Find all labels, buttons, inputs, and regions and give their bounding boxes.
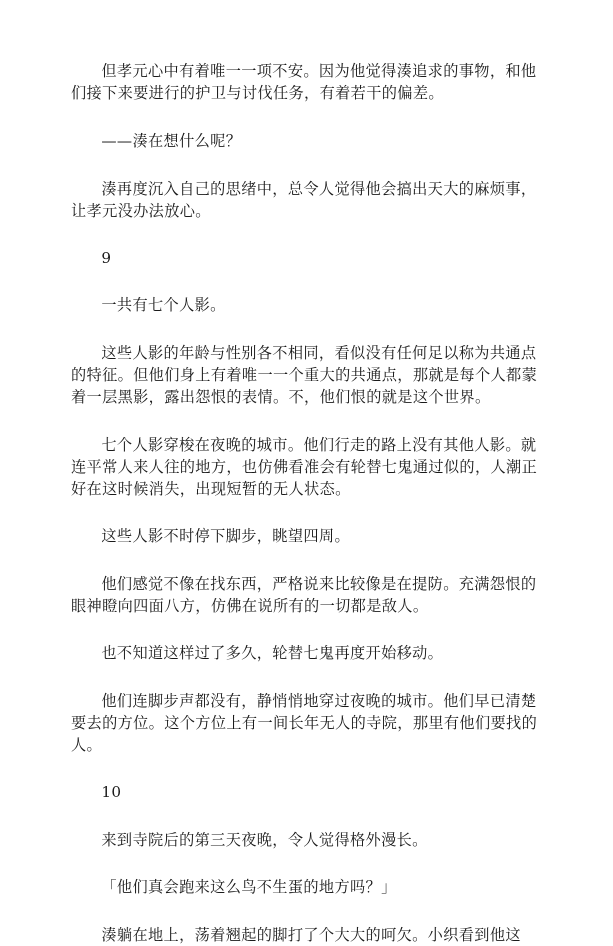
paragraph: 湊再度沉入自己的思绪中，总令人觉得他会搞出天大的麻烦事，让孝元没办法放心。 <box>71 180 537 220</box>
paragraph: 这些人影的年龄与性别各不相同，看似没有任何足以称为共通点的特征。但他们身上有着唯一一个重大的共通点，那就是每个人都蒙着一层黑影，露出怨恨的表情。不，他们恨的就是这个世界。 <box>71 344 538 406</box>
section-number: 9 <box>101 249 112 267</box>
paragraph: 来到寺院后的第三天夜晚，令人觉得格外漫长。 <box>101 831 428 849</box>
paragraph: 湊躺在地上，荡着翘起的脚打了个大大的呵欠。小织看到他这 <box>101 926 521 944</box>
paragraph: 这些人影不时停下脚步，眺望四周。 <box>101 527 350 545</box>
body-text <box>71 60 551 946</box>
paragraph: 也不知道这样过了多久，轮替七鬼再度开始移动。 <box>101 644 444 662</box>
paragraph: 他们连脚步声都没有，静悄悄地穿过夜晚的城市。他们早已清楚要去的方位。这个方位上有一间长年无人的寺院，那里有他们要找的人。 <box>71 692 538 754</box>
paragraph: 他们感觉不像在找东西，严格说来比较像是在提防。充满怨恨的眼神瞪向四面八方，仿佛在说所有的一切都是敌人。 <box>71 575 537 615</box>
section-number: 10 <box>101 783 122 801</box>
paragraph: ——湊在想什么呢？ <box>101 132 242 150</box>
paragraph: 七个人影穿梭在夜晚的城市。他们行走的路上没有其他人影。就连平常人来人往的地方，也仿佛看准会有轮替七鬼通过似的，人潮正好在这时候消失，出现短暂的无人状态。 <box>71 436 538 498</box>
paragraph: 但孝元心中有着唯一一项不安。因为他觉得湊追求的事物，和他们接下来要进行的护卫与讨伐任务，有着若干的偏差。 <box>71 62 537 102</box>
paragraph: 「他们真会跑来这么鸟不生蛋的地方吗？」 <box>101 878 397 896</box>
paragraph: 一共有七个人影。 <box>101 296 226 314</box>
